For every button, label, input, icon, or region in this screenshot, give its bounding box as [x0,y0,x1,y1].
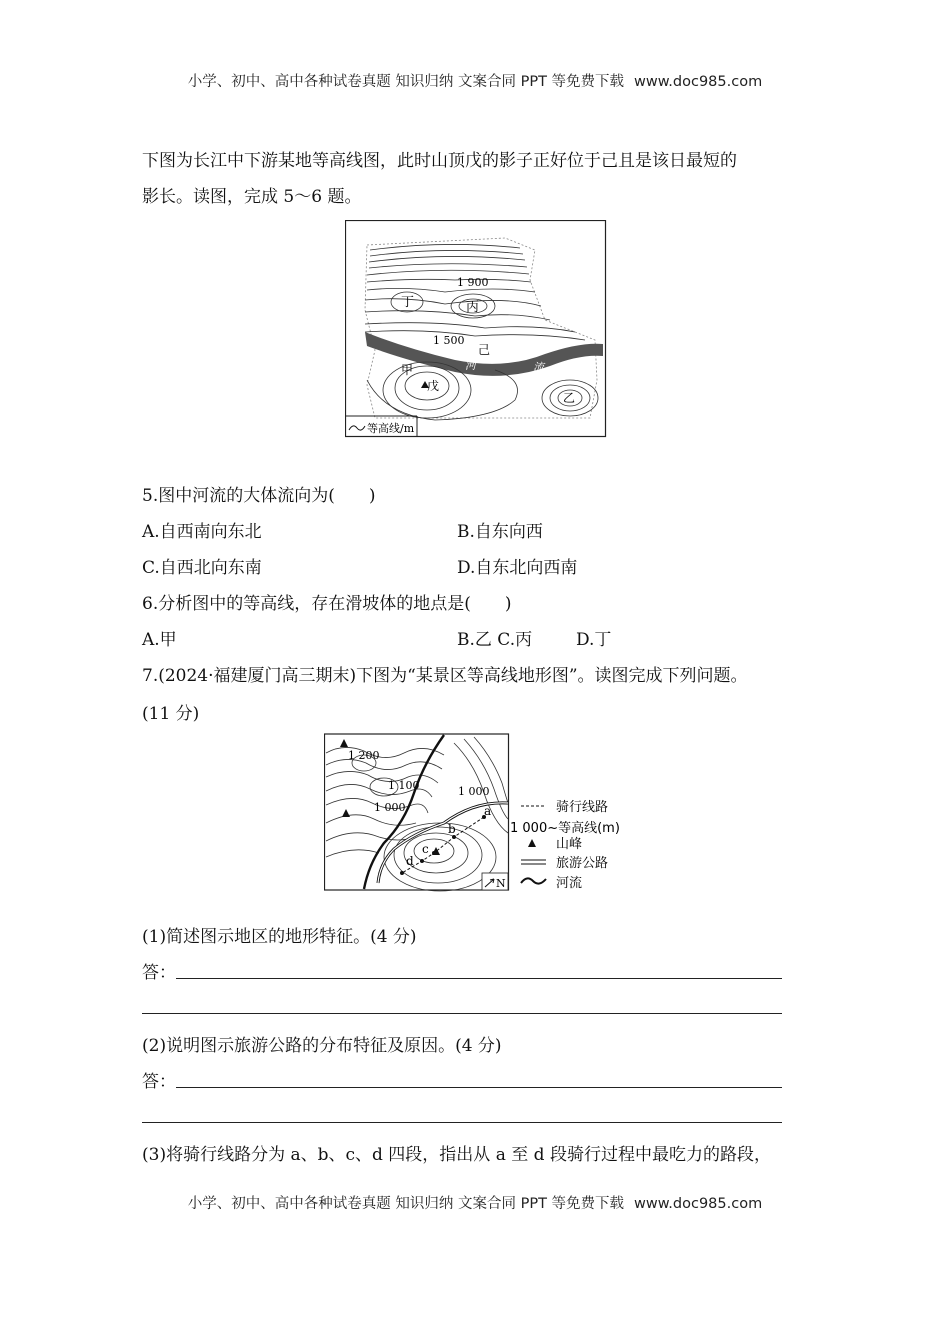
label-1000a: 1 000 [374,801,406,814]
q5-option-c: C.自西北向东南 [142,558,262,578]
q5-option-b: B.自东向西 [457,522,543,542]
sub2-text: (2)说明图示旅游公路的分布特征及原因。(4 分) [142,1036,502,1056]
contour-map-1 [345,220,607,438]
footer-site: www.doc985.com [634,1196,763,1212]
q5-stem: 5.图中河流的大体流向为( ) [142,486,376,506]
label-1500: 1 500 [433,334,465,347]
sub2-answer-line-1[interactable] [176,1087,782,1088]
legend-road: 旅游公路 [556,856,609,871]
intro-line-2: 影长。读图，完成 5～6 题。 [142,187,362,207]
page-footer [0,1192,950,1213]
legend-peak: 山峰 [556,837,583,852]
q6-stem: 6.分析图中的等高线，存在滑坡体的地点是( ) [142,594,512,614]
label-bing: 丙 [466,300,480,315]
label-wu: 戊 [427,379,440,393]
label-1900: 1 900 [457,276,489,289]
label-pt-c: c [422,842,429,856]
label-river-he: 河 [465,359,476,372]
q6-option-a: A.甲 [142,630,177,650]
q6-option-bc: B.乙 C.丙 [457,630,533,650]
label-ding: 丁 [401,295,415,310]
label-yi: 乙 [563,391,576,405]
label-pt-a: a [484,804,492,818]
contour-map-2 [324,733,624,893]
sub1-answer-line-1[interactable] [176,978,782,979]
page-header [0,70,950,91]
footer-text: 小学、初中、高中各种试卷真题 知识归纳 文案合同 PPT 等免费下载 [187,1196,625,1212]
sub1-text: (1)简述图示地区的地形特征。(4 分) [142,927,417,947]
sub1-answer-label: 答： [142,963,176,983]
legend-river: 河流 [556,876,583,891]
label-ji: 己 [478,343,491,357]
q5-option-a: A.自西南向东北 [142,522,262,542]
label-1100: 1 100 [388,779,420,792]
legend-ride: 骑行线路 [556,800,609,815]
q7-stem: 7.(2024·福建厦门高三期末)下图为“某景区等高线地形图”。读图完成下列问题。 [142,666,748,686]
sub1-answer-line-2[interactable] [142,1013,782,1014]
label-river-liu: 流 [533,361,544,374]
header-text: 小学、初中、高中各种试卷真题 知识归纳 文案合同 PPT 等免费下载 [187,74,625,90]
label-1200: 1 200 [348,749,380,762]
sub2-answer-line-2[interactable] [142,1122,782,1123]
label-pt-d: d [406,854,414,868]
intro-line-1: 下图为长江中下游某地等高线图，此时山顶戊的影子正好位于己且是该日最短的 [142,151,737,171]
legend-contour: 1 000~等高线(m) [510,821,620,836]
q5-option-d: D.自东北向西南 [457,558,578,578]
label-jia: 甲 [401,363,414,377]
peak-legend-icon [528,839,536,847]
q7-score: (11 分) [142,704,200,724]
header-site: www.doc985.com [634,74,763,90]
label-north: N [496,877,506,890]
q6-option-d: D.丁 [576,630,612,650]
label-1000b: 1 000 [458,785,490,798]
sub3-text: (3)将骑行线路分为 a、b、c、d 四段，指出从 a 至 d 段骑行过程中最吃力的路段， [142,1145,771,1165]
sub2-answer-label: 答： [142,1072,176,1092]
legend-contour: 等高线/m [367,422,415,435]
river-legend-icon [521,878,546,883]
label-pt-b: b [448,822,456,836]
